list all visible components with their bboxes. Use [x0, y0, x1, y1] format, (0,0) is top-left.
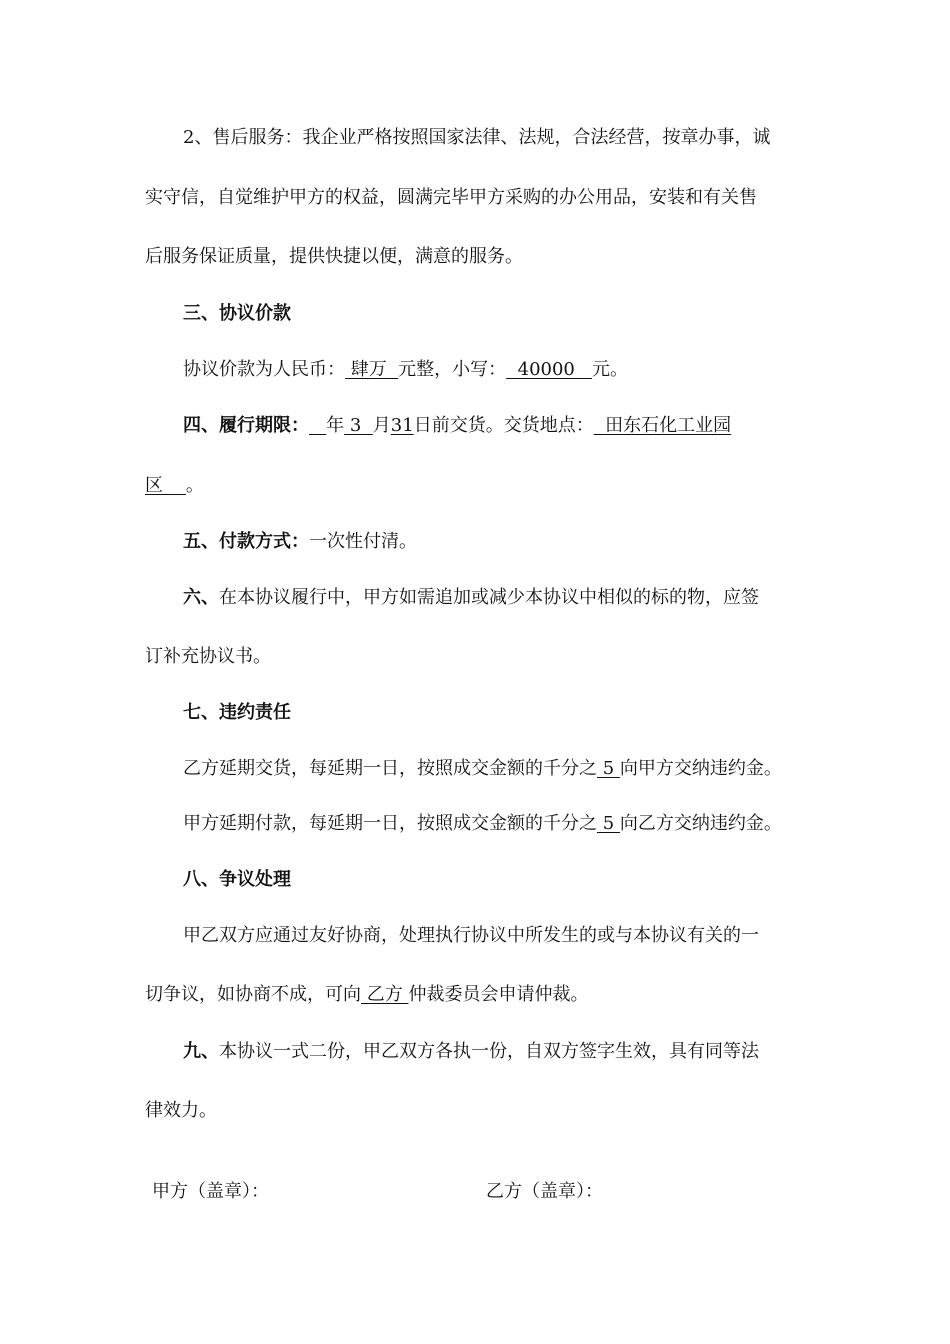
- delivery-place-cont: 区: [145, 475, 186, 496]
- delivery-place: 田东石化工业园: [593, 415, 732, 436]
- section-9-heading: 九、: [183, 1041, 219, 1062]
- price-in-words: 肆万: [345, 359, 399, 380]
- section-9-text: 本协议一式二份，甲乙双方各执一份，自双方签字生效，具有同等法: [219, 1041, 759, 1062]
- section-7-line-1: [183, 757, 782, 781]
- section-4-line-2: [145, 474, 204, 498]
- late-delivery-rate: 5: [597, 758, 620, 779]
- arbitration-party: 乙方: [361, 984, 409, 1005]
- late-payment-suffix: 向乙方交纳违约金。: [619, 813, 782, 834]
- day-value: 31: [390, 415, 414, 436]
- late-payment-rate: 5: [597, 813, 620, 834]
- month-label: 月: [372, 415, 391, 436]
- after-sales-line-2: 实守信，自觉维护甲方的权益，圆满完毕甲方采购的办公用品，安装和有关售: [145, 187, 757, 208]
- dispute-suffix: 仲裁委员会申请仲裁。: [408, 984, 589, 1005]
- section-3-heading: 三、协议价款: [183, 303, 291, 324]
- dispute-prefix: 切争议，如协商不成，可向: [145, 984, 361, 1005]
- month-value: 3: [344, 415, 373, 436]
- section-7-heading: 七、违约责任: [183, 702, 291, 723]
- section-4-heading: 四、履行期限：: [183, 415, 309, 436]
- after-sales-line-1: 2、售后服务：我企业严格按照国家法律、法规，合法经营，按章办事，诚: [183, 127, 771, 148]
- price-mid: 元整，小写：: [398, 359, 507, 380]
- late-delivery-prefix: 乙方延期交货，每延期一日，按照成交金额的千分之: [183, 758, 597, 779]
- section-6-text: 在本协议履行中，甲方如需追加或减少本协议中相似的标的物，应签: [219, 587, 759, 608]
- after-sales-line-3: 后服务保证质量，提供快捷以便，满意的服务。: [145, 246, 523, 267]
- section-9-line-1: [183, 1040, 759, 1064]
- section-6-line-1: [183, 586, 759, 610]
- section-9-line-2: 律效力。: [145, 1100, 217, 1121]
- day-label: 日前交货。交货地点：: [413, 415, 594, 436]
- price-prefix: 协议价款为人民币：: [183, 359, 345, 380]
- section-6-line-2: 订补充协议书。: [145, 646, 271, 667]
- section-5-line: [183, 530, 417, 554]
- year-label: 年: [326, 415, 345, 436]
- late-delivery-suffix: 向甲方交纳违约金。: [619, 758, 782, 779]
- year-blank: [309, 415, 326, 436]
- section-5-heading: 五、付款方式：: [183, 531, 309, 552]
- section-8-line-1: 甲乙双方应通过友好协商，处理执行协议中所发生的或与本协议有关的一: [183, 925, 759, 946]
- section-8-heading: 八、争议处理: [183, 869, 291, 890]
- party-a-seal-label: 甲方（盖章）：: [152, 1181, 269, 1202]
- payment-method: 一次性付清。: [309, 531, 417, 552]
- section-3-price-line: [183, 358, 628, 382]
- section-8-line-2: [145, 983, 588, 1007]
- section-7-line-2: [183, 812, 782, 836]
- section-6-heading: 六、: [183, 587, 219, 608]
- party-b-seal-label: 乙方（盖章）：: [486, 1181, 603, 1202]
- price-suffix: 元。: [592, 359, 629, 380]
- section-4-line-1: [183, 414, 731, 438]
- late-payment-prefix: 甲方延期付款，每延期一日，按照成交金额的千分之: [183, 813, 597, 834]
- section-4-end: 。: [185, 475, 204, 496]
- price-in-digits: 40000: [506, 359, 593, 380]
